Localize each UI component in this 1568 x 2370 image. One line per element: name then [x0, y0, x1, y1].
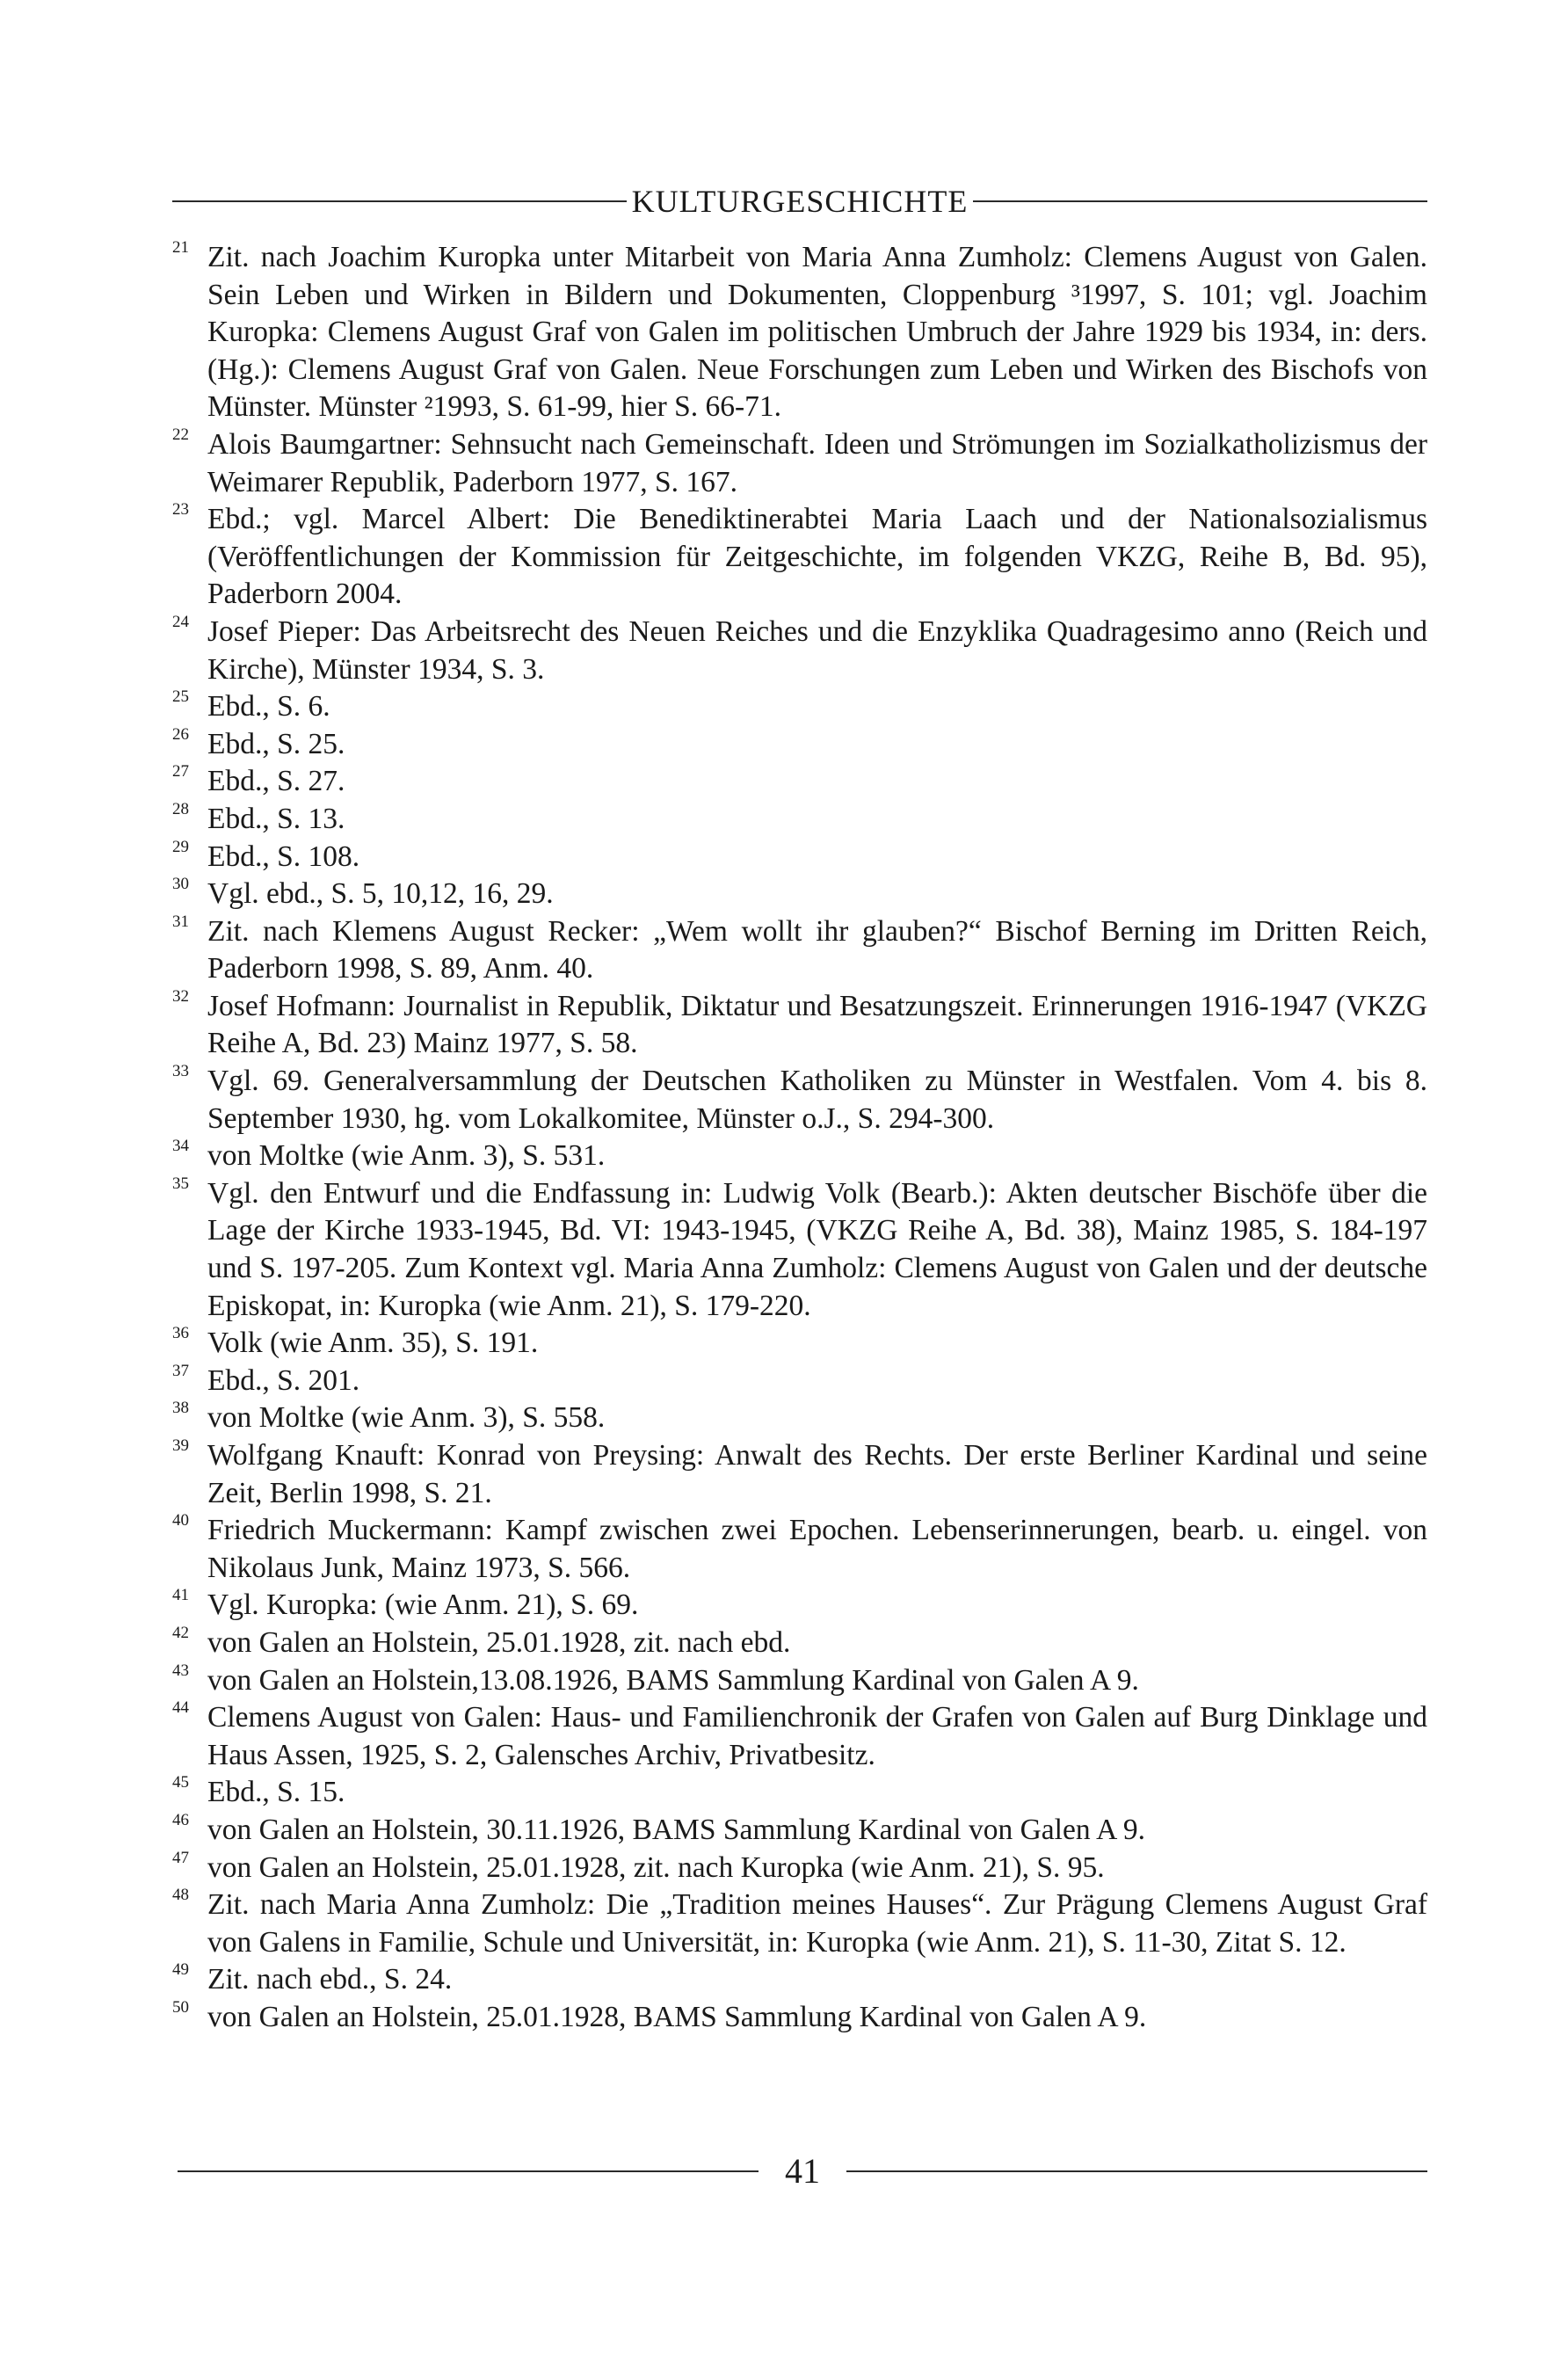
footnote-text: Ebd., S. 15. — [207, 1776, 345, 1809]
footnote-text: Zit. nach Joachim Kuropka unter Mitarbeit von Maria Anna Zumholz: Clemens August von Galen. Sein Leben und Wirken in Bildern und Dokumenten, Cloppenburg ³1997, S. 101; vgl. Joachim Kuropka: Clemens August Graf von Galen im politischen Umbruch der Jahre 1929 bis 1934, in: ders. (Hg.): Clemens August Graf von Galen. Neue Forschungen zum Leben und Wirken des Bischofs von Münster. Münster ²1993, S. 61-99, hier S. 66-71. — [207, 241, 1427, 424]
footnote-number: 40 — [172, 1511, 189, 1530]
footnote-text: Clemens August von Galen: Haus- und Familienchronik der Grafen von Galen auf Burg Dinklage und Haus Assen, 1925, S. 2, Galensches Archiv, Privatbesitz. — [207, 1701, 1427, 1771]
footnote-text: Ebd., S. 201. — [207, 1363, 360, 1397]
footnote-number: 34 — [172, 1137, 189, 1156]
footnote-number: 30 — [172, 875, 189, 894]
footnote-number: 48 — [172, 1886, 189, 1905]
footnote-text: Vgl. ebd., S. 5, 10,12, 16, 29. — [207, 877, 554, 911]
footnote-number: 35 — [172, 1174, 189, 1193]
footnote-text: Vgl. den Entwurf und die Endfassung in: Ludwig Volk (Bearb.): Akten deutscher Bischöfe über die Lage der Kirche 1933-1945, Bd. VI: 1943-1945, (VKZG Reihe A, Bd. 38), Mainz 1985, S. 184-197 und S. 197-205. Zum Kontext vgl. Maria Anna Zumholz: Clemens August von Galen und der deutsche Episkopat, in: Kuropka (wie Anm. 21), S. 179-220. — [207, 1176, 1427, 1322]
footnote-number: 25 — [172, 687, 189, 707]
footnote-number: 43 — [172, 1661, 189, 1680]
footnote-text: Zit. nach Klemens August Recker: „Wem wollt ihr glauben?“ Bischof Berning im Dritten Reich, Paderborn 1998, S. 89, Anm. 40. — [207, 914, 1427, 985]
footnote — [172, 1961, 1427, 1999]
running-header — [172, 181, 1427, 222]
footnote — [172, 988, 1427, 1063]
footnote — [172, 1699, 1427, 1774]
footnote-text: von Galen an Holstein, 25.01.1928, zit. nach ebd. — [207, 1625, 791, 1659]
footnote — [172, 1399, 1427, 1437]
footnote — [172, 1812, 1427, 1850]
footnote-number: 47 — [172, 1848, 189, 1867]
footnote-text: Zit. nach Maria Anna Zumholz: Die „Tradition meines Hauses“. Zur Prägung Clemens August Graf von Galens in Familie, Schule und Universität, in: Kuropka (wie Anm. 21), S. 11-30, Zitat S. 12. — [207, 1888, 1427, 1959]
footnote-text: Vgl. 69. Generalversammlung der Deutschen Katholiken zu Münster in Westfalen. Vom 4. bis 8. September 1930, hg. vom Lokalkomitee, Münster o.J., S. 294-300. — [207, 1065, 1427, 1135]
footnote-text: Josef Pieper: Das Arbeitsrecht des Neuen Reiches und die Enzyklika Quadragesimo anno (Reich und Kirche), Münster 1934, S. 3. — [207, 614, 1427, 686]
footnote-text: von Moltke (wie Anm. 3), S. 531. — [207, 1139, 606, 1173]
footnote-text: Vgl. Kuropka: (wie Anm. 21), S. 69. — [207, 1588, 639, 1622]
footnote-number: 26 — [172, 724, 189, 744]
footnote — [172, 1999, 1427, 2037]
footnote-number: 22 — [172, 425, 189, 444]
footnote — [172, 614, 1427, 688]
footnote — [172, 763, 1427, 801]
footnote-text: von Galen an Holstein,13.08.1926, BAMS Sammlung Kardinal von Galen A 9. — [207, 1663, 1139, 1697]
footnote-number: 23 — [172, 500, 189, 520]
footnote — [172, 426, 1427, 501]
footnote — [172, 839, 1427, 876]
footnote-number: 49 — [172, 1960, 189, 1980]
footnote — [172, 1587, 1427, 1625]
footnote-number: 28 — [172, 799, 189, 818]
header-rule-right — [973, 200, 1427, 202]
footnote — [172, 913, 1427, 988]
footnote-number: 31 — [172, 912, 189, 931]
footnote-number: 29 — [172, 837, 189, 856]
footer-rule-left — [178, 2170, 759, 2172]
footnote-text: Ebd., S. 6. — [207, 690, 330, 723]
footnote — [172, 1437, 1427, 1512]
footnote-text: von Galen an Holstein, 30.11.1926, BAMS Sammlung Kardinal von Galen A 9. — [207, 1813, 1145, 1846]
footnote-text: Wolfgang Knauft: Konrad von Preysing: Anwalt des Rechts. Der erste Berliner Kardinal und seine Zeit, Berlin 1998, S. 21. — [207, 1439, 1427, 1509]
footnote-text: Ebd., S. 27. — [207, 765, 345, 798]
footnote — [172, 688, 1427, 726]
footnote — [172, 876, 1427, 913]
footnote — [172, 1325, 1427, 1363]
footnote-text: Ebd., S. 13. — [207, 802, 345, 835]
footnote-number: 39 — [172, 1436, 189, 1455]
footnote-text: Ebd., S. 108. — [207, 840, 360, 873]
footnote-number: 24 — [172, 612, 189, 631]
footnote-number: 41 — [172, 1586, 189, 1605]
footnote-number: 46 — [172, 1810, 189, 1829]
footnote-number: 33 — [172, 1062, 189, 1081]
footnote-number: 50 — [172, 1997, 189, 2017]
footnote — [172, 801, 1427, 839]
footnote-number: 32 — [172, 986, 189, 1006]
footnote — [172, 1175, 1427, 1325]
footnote-number: 44 — [172, 1698, 189, 1718]
footnote-text: Josef Hofmann: Journalist in Republik, Diktatur und Besatzungszeit. Erinnerungen 1916-1947 (VKZG Reihe A, Bd. 23) Mainz 1977, S. 58. — [207, 989, 1427, 1060]
header-rule-left — [172, 200, 627, 202]
footnote — [172, 1512, 1427, 1587]
footnote-text: von Galen an Holstein, 25.01.1928, zit. nach Kuropka (wie Anm. 21), S. 95. — [207, 1850, 1105, 1884]
footnote-text: Alois Baumgartner: Sehnsucht nach Gemeinschaft. Ideen und Strömungen im Sozialkatholizismus der Weimarer Republik, Paderborn 1977, S. 167. — [207, 427, 1427, 498]
footnote — [172, 1625, 1427, 1662]
page-number: 41 — [785, 2151, 820, 2191]
footnote-text: Ebd., S. 25. — [207, 727, 345, 760]
footnote — [172, 1063, 1427, 1138]
footnote-text: von Moltke (wie Anm. 3), S. 558. — [207, 1401, 606, 1435]
footer-rule-right — [846, 2170, 1427, 2172]
footnote-number: 38 — [172, 1399, 189, 1418]
footnote — [172, 1774, 1427, 1812]
footnote-text: Zit. nach ebd., S. 24. — [207, 1963, 453, 1996]
footnote — [172, 1850, 1427, 1887]
footnote — [172, 1363, 1427, 1400]
footnote-number: 37 — [172, 1361, 189, 1380]
footnote-text: Ebd.; vgl. Marcel Albert: Die Benediktinerabtei Maria Laach und der Nationalsozialismus (Veröffentlichungen der Kommission für Zeitgeschichte, im folgenden VKZG, Reihe B, Bd. 95), Paderborn 2004. — [207, 503, 1427, 611]
footnote-list — [172, 239, 1427, 2037]
footnote — [172, 1138, 1427, 1175]
footnote — [172, 1887, 1427, 1961]
page-footer — [178, 2145, 1427, 2198]
footnote-text: Friedrich Muckermann: Kampf zwischen zwei Epochen. Lebenserinnerungen, bearb. u. eingel. von Nikolaus Junk, Mainz 1973, S. 566. — [207, 1514, 1427, 1584]
footnote-number: 27 — [172, 762, 189, 782]
footnote — [172, 1662, 1427, 1700]
footnote-number: 42 — [172, 1623, 189, 1642]
footnote-number: 36 — [172, 1324, 189, 1343]
footnote-number: 45 — [172, 1773, 189, 1792]
footnote — [172, 726, 1427, 764]
footnote-text: Volk (wie Anm. 35), S. 191. — [207, 1327, 539, 1360]
footnote — [172, 239, 1427, 426]
footnote-text: von Galen an Holstein, 25.01.1928, BAMS Sammlung Kardinal von Galen A 9. — [207, 2000, 1147, 2033]
footnote — [172, 501, 1427, 614]
section-title: KULTURGESCHICHTE — [631, 184, 969, 219]
footnote-number: 21 — [172, 238, 189, 257]
